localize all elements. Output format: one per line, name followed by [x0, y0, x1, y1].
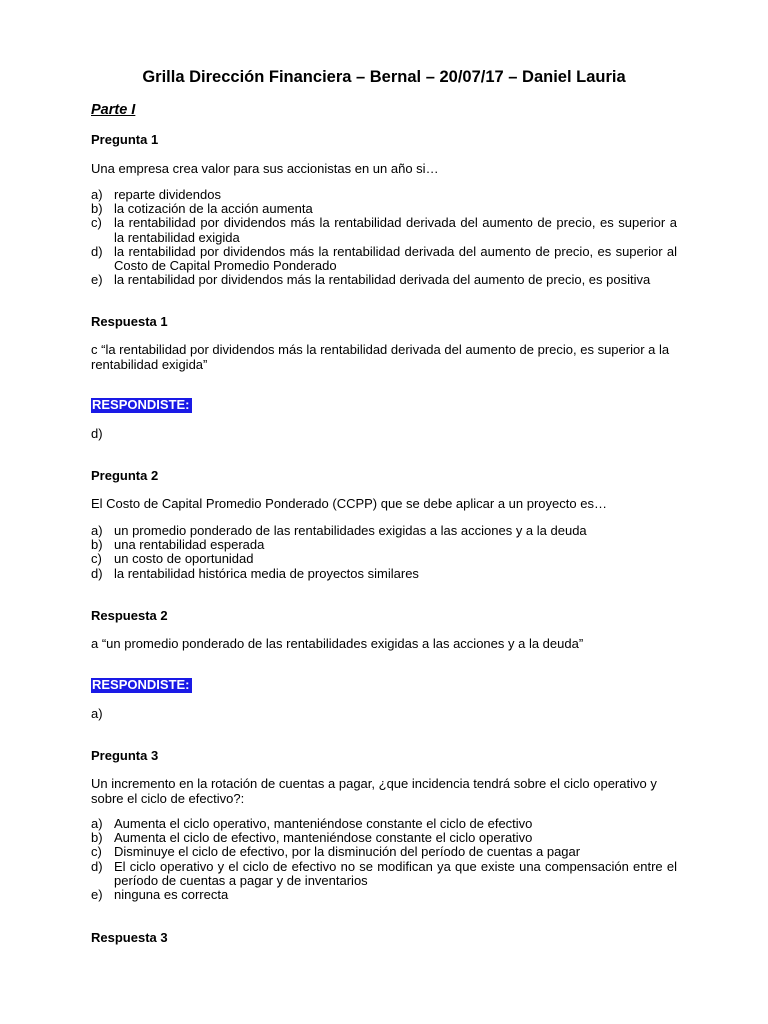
question-2-text: El Costo de Capital Promedio Ponderado (CCPP) que se debe aplicar a un proyecto es…: [91, 496, 607, 511]
question-2-heading: Pregunta 2: [91, 468, 159, 483]
option-c: c) Disminuye el ciclo de efectivo, por la disminución del período de cuentas a pagar: [91, 844, 581, 860]
question-3-heading: Pregunta 3: [91, 748, 159, 763]
responded-1-badge: RESPONDISTE:: [92, 397, 190, 412]
answer-2-heading: Respuesta 2: [91, 608, 168, 623]
option-b: b) Aumenta el ciclo de efectivo, manteniéndose constante el ciclo operativo: [91, 830, 533, 846]
question-1-heading: Pregunta 1: [91, 132, 159, 147]
option-d: d) la rentabilidad por dividendos más la rentabilidad derivada del aumento de precio, es superior al Costo de Capital Promedio Ponderado: [91, 243, 677, 274]
option-c: c) un costo de oportunidad: [91, 551, 254, 567]
question-3-text: Un incremento en la rotación de cuentas a pagar, ¿que incidencia tendrá sobre el ciclo operativo y sobre el ciclo de efectivo?:: [91, 776, 657, 806]
option-e: e) la rentabilidad por dividendos más la rentabilidad derivada del aumento de precio, es positiva: [91, 272, 651, 288]
option-d: d) la rentabilidad histórica media de proyectos similares: [91, 565, 419, 581]
responded-2-badge: RESPONDISTE:: [92, 677, 190, 692]
question-1-text: Una empresa crea valor para sus accionistas en un año si…: [91, 161, 439, 176]
answer-2-text: a “un promedio ponderado de las rentabilidades exigidas a las acciones y a la deuda”: [91, 636, 584, 651]
part-heading: Parte I: [91, 102, 136, 118]
responded-2-value: a): [91, 706, 103, 721]
option-e: e) ninguna es correcta: [91, 887, 229, 903]
question-2-options: [91, 524, 677, 581]
option-a: a) un promedio ponderado de las rentabilidades exigidas a las acciones y a la deuda: [91, 523, 587, 538]
option-d: d) El ciclo operativo y el ciclo de efectivo no se modifican ya que existe una compensación entre el período de cuentas a pagar y de inventarios: [91, 858, 677, 888]
document-title: Grilla Dirección Financiera – Bernal – 20/07/17 – Daniel Lauria: [142, 68, 626, 86]
option-a: a) Aumenta el ciclo operativo, manteniéndose constante el ciclo de efectivo: [91, 816, 533, 831]
option-b: b) una rentabilidad esperada: [91, 537, 265, 553]
question-1-options: [91, 188, 677, 287]
answer-1-text: c “la rentabilidad por dividendos más la rentabilidad derivada del aumento de precio, es superior a la rentabilidad exigida”: [91, 342, 670, 372]
option-b: b) la cotización de la acción aumenta: [91, 201, 313, 217]
answer-3-heading: Respuesta 3: [91, 930, 168, 945]
answer-1-heading: Respuesta 1: [91, 314, 168, 329]
option-c: c) la rentabilidad por dividendos más la rentabilidad derivada del aumento de precio, es superior a la rentabilidad exigida: [91, 215, 677, 245]
responded-1-value: d): [91, 426, 103, 441]
question-3-options: [91, 817, 677, 902]
option-a: a) reparte dividendos: [91, 187, 221, 202]
